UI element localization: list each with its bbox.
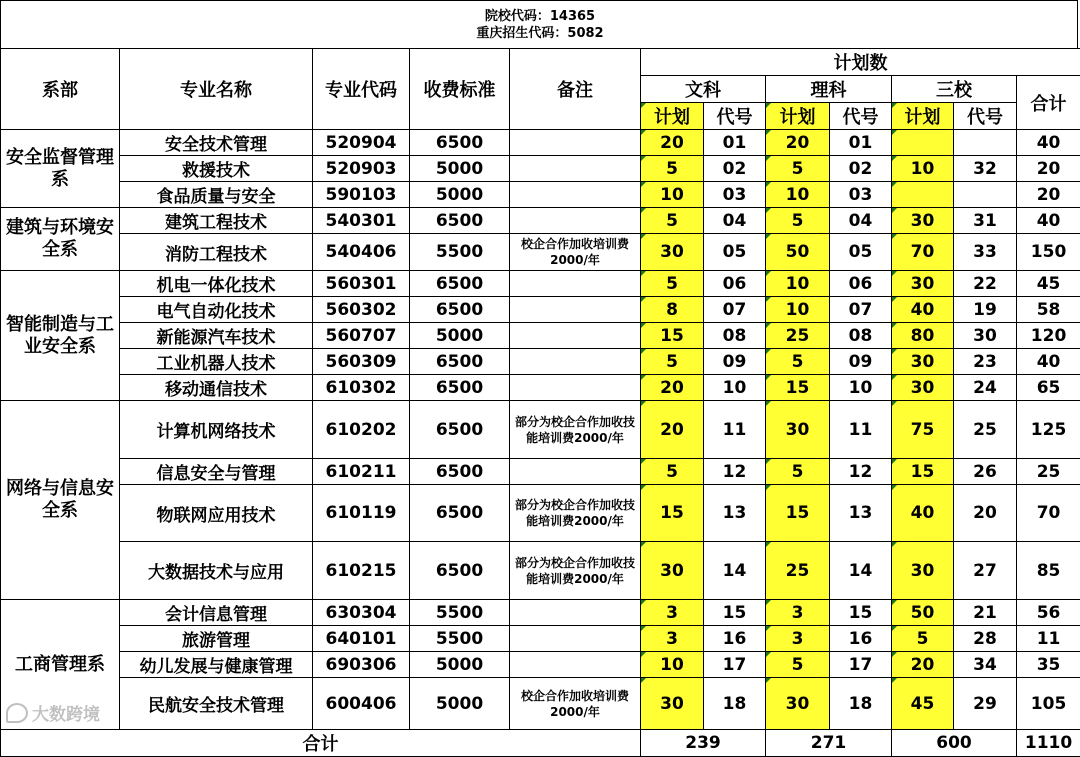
sci-plan-cell: 20 xyxy=(766,130,830,156)
major-cell: 旅游管理 xyxy=(120,626,313,652)
table-row xyxy=(1,459,1080,485)
row-total-cell: 85 xyxy=(1017,542,1080,600)
tri-plan-cell: 70 xyxy=(892,234,954,271)
major-cell: 民航安全技术管理 xyxy=(120,678,313,730)
tri-plan-cell: 20 xyxy=(892,652,954,678)
note-cell xyxy=(510,156,641,182)
arts-plan-cell: 5 xyxy=(641,349,704,375)
sci-code-cell: 02 xyxy=(830,156,892,182)
arts-code-cell: 11 xyxy=(704,401,766,459)
row-total-cell: 120 xyxy=(1017,323,1080,349)
fee-cell: 6500 xyxy=(410,375,510,401)
watermark-text: 大数跨境 xyxy=(32,700,100,725)
arts-code-cell: 15 xyxy=(704,600,766,626)
major-code-cell: 520903 xyxy=(313,156,410,182)
arts-code-cell: 03 xyxy=(704,182,766,208)
sci-code-cell: 16 xyxy=(830,626,892,652)
dept-cell: 安全监督管理系 xyxy=(1,130,120,208)
totals-science: 271 xyxy=(766,730,892,757)
arts-plan-cell: 30 xyxy=(641,542,704,600)
watermark xyxy=(6,700,100,725)
note-cell: 部分为校企合作加收技能培训费2000/年 xyxy=(510,542,641,600)
col-header-note: 备注 xyxy=(510,49,641,130)
major-cell: 食品质量与安全 xyxy=(120,182,313,208)
dept-cell: 网络与信息安全系 xyxy=(1,401,120,600)
table-row xyxy=(1,297,1080,323)
sci-code-cell: 08 xyxy=(830,323,892,349)
fee-cell: 6500 xyxy=(410,130,510,156)
tri-plan-cell: 75 xyxy=(892,401,954,459)
tri-code-cell: 20 xyxy=(954,485,1017,542)
sci-code-cell: 09 xyxy=(830,349,892,375)
sci-plan-cell: 25 xyxy=(766,323,830,349)
sci-plan-cell: 5 xyxy=(766,156,830,182)
tri-plan-cell: 40 xyxy=(892,485,954,542)
arts-code-cell: 14 xyxy=(704,542,766,600)
tri-code-cell: 23 xyxy=(954,349,1017,375)
fee-cell: 6500 xyxy=(410,485,510,542)
arts-code-cell: 17 xyxy=(704,652,766,678)
row-total-cell: 56 xyxy=(1017,600,1080,626)
enrollment-code: 重庆招生代码：5082 xyxy=(0,25,1080,42)
major-cell: 信息安全与管理 xyxy=(120,459,313,485)
major-code-cell: 560302 xyxy=(313,297,410,323)
sci-code-cell: 06 xyxy=(830,271,892,297)
totals-row xyxy=(1,730,1080,757)
sci-plan-cell: 15 xyxy=(766,485,830,542)
table-row xyxy=(1,323,1080,349)
arts-plan-cell: 30 xyxy=(641,678,704,730)
tri-code-cell xyxy=(954,182,1017,208)
tri-plan-cell: 40 xyxy=(892,297,954,323)
col-header-sci-code: 代号 xyxy=(830,103,892,130)
sci-plan-cell: 10 xyxy=(766,271,830,297)
major-code-cell: 630304 xyxy=(313,600,410,626)
sci-code-cell: 17 xyxy=(830,652,892,678)
tri-plan-cell: 30 xyxy=(892,375,954,401)
major-code-cell: 610119 xyxy=(313,485,410,542)
col-header-code: 专业代码 xyxy=(313,49,410,130)
note-cell: 部分为校企合作加收技能培训费2000/年 xyxy=(510,401,641,459)
arts-code-cell: 02 xyxy=(704,156,766,182)
sci-plan-cell: 5 xyxy=(766,459,830,485)
fee-cell: 5000 xyxy=(410,323,510,349)
major-code-cell: 610211 xyxy=(313,459,410,485)
tri-plan-cell: 10 xyxy=(892,156,954,182)
table-row xyxy=(1,234,1080,271)
fee-cell: 6500 xyxy=(410,271,510,297)
arts-code-cell: 07 xyxy=(704,297,766,323)
col-header-arts-plan: 计划 xyxy=(641,103,704,130)
sci-code-cell: 12 xyxy=(830,459,892,485)
totals-grand: 1110 xyxy=(1017,730,1080,757)
sci-plan-cell: 25 xyxy=(766,542,830,600)
fee-cell: 5500 xyxy=(410,600,510,626)
tri-plan-cell xyxy=(892,182,954,208)
major-cell: 工业机器人技术 xyxy=(120,349,313,375)
row-total-cell: 40 xyxy=(1017,130,1080,156)
sci-plan-cell: 3 xyxy=(766,626,830,652)
major-code-cell: 590103 xyxy=(313,182,410,208)
tri-plan-cell: 30 xyxy=(892,271,954,297)
table-row xyxy=(1,542,1080,600)
note-cell xyxy=(510,375,641,401)
arts-plan-cell: 30 xyxy=(641,234,704,271)
col-header-major: 专业名称 xyxy=(120,49,313,130)
sci-plan-cell: 15 xyxy=(766,375,830,401)
tri-code-cell: 28 xyxy=(954,626,1017,652)
major-code-cell: 540301 xyxy=(313,208,410,234)
sci-plan-cell: 50 xyxy=(766,234,830,271)
arts-code-cell: 09 xyxy=(704,349,766,375)
arts-plan-cell: 3 xyxy=(641,626,704,652)
note-cell xyxy=(510,208,641,234)
table-row xyxy=(1,600,1080,626)
note-cell: 校企合作加收培训费2000/年 xyxy=(510,678,641,730)
dept-cell: 智能制造与工业安全系 xyxy=(1,271,120,401)
major-cell: 救援技术 xyxy=(120,156,313,182)
document-header xyxy=(0,0,1080,48)
row-total-cell: 70 xyxy=(1017,485,1080,542)
col-header-total: 合计 xyxy=(1017,76,1080,130)
fee-cell: 5000 xyxy=(410,182,510,208)
arts-code-cell: 18 xyxy=(704,678,766,730)
tri-code-cell: 22 xyxy=(954,271,1017,297)
col-header-science: 理科 xyxy=(766,76,892,103)
arts-plan-cell: 5 xyxy=(641,208,704,234)
table-row xyxy=(1,271,1080,297)
col-header-sci-plan: 计划 xyxy=(766,103,830,130)
major-code-cell: 610202 xyxy=(313,401,410,459)
major-cell: 安全技术管理 xyxy=(120,130,313,156)
arts-plan-cell: 8 xyxy=(641,297,704,323)
sci-plan-cell: 30 xyxy=(766,678,830,730)
major-cell: 建筑工程技术 xyxy=(120,208,313,234)
tri-plan-cell: 30 xyxy=(892,208,954,234)
tri-code-cell: 19 xyxy=(954,297,1017,323)
tri-code-cell: 24 xyxy=(954,375,1017,401)
sci-code-cell: 13 xyxy=(830,485,892,542)
arts-plan-cell: 5 xyxy=(641,271,704,297)
arts-plan-cell: 10 xyxy=(641,182,704,208)
fee-cell: 6500 xyxy=(410,297,510,323)
fee-cell: 6500 xyxy=(410,542,510,600)
row-total-cell: 58 xyxy=(1017,297,1080,323)
major-code-cell: 520904 xyxy=(313,130,410,156)
sci-plan-cell: 5 xyxy=(766,349,830,375)
note-cell xyxy=(510,130,641,156)
arts-plan-cell: 5 xyxy=(641,156,704,182)
tri-plan-cell: 30 xyxy=(892,542,954,600)
row-total-cell: 150 xyxy=(1017,234,1080,271)
note-cell xyxy=(510,297,641,323)
row-total-cell: 65 xyxy=(1017,375,1080,401)
arts-code-cell: 06 xyxy=(704,271,766,297)
tri-code-cell: 34 xyxy=(954,652,1017,678)
chat-bubble-icon xyxy=(6,703,28,723)
sci-code-cell: 11 xyxy=(830,401,892,459)
major-code-cell: 560707 xyxy=(313,323,410,349)
fee-cell: 5000 xyxy=(410,652,510,678)
sci-code-cell: 14 xyxy=(830,542,892,600)
tri-code-cell: 31 xyxy=(954,208,1017,234)
sci-code-cell: 04 xyxy=(830,208,892,234)
fee-cell: 5000 xyxy=(410,156,510,182)
tri-plan-cell xyxy=(892,130,954,156)
col-header-plan-total: 计划数 xyxy=(641,49,1080,76)
major-cell: 新能源汽车技术 xyxy=(120,323,313,349)
tri-code-cell: 21 xyxy=(954,600,1017,626)
row-total-cell: 40 xyxy=(1017,349,1080,375)
fee-cell: 6500 xyxy=(410,401,510,459)
fee-cell: 5500 xyxy=(410,234,510,271)
note-cell: 校企合作加收培训费2000/年 xyxy=(510,234,641,271)
col-header-tri-plan: 计划 xyxy=(892,103,954,130)
note-cell xyxy=(510,182,641,208)
major-code-cell: 610302 xyxy=(313,375,410,401)
institution-code: 院校代码：14365 xyxy=(0,0,1080,25)
totals-label: 合计 xyxy=(1,730,641,757)
table-row xyxy=(1,349,1080,375)
sci-code-cell: 07 xyxy=(830,297,892,323)
sci-code-cell: 18 xyxy=(830,678,892,730)
table-row xyxy=(1,401,1080,459)
col-header-arts: 文科 xyxy=(641,76,766,103)
tri-code-cell: 26 xyxy=(954,459,1017,485)
arts-code-cell: 12 xyxy=(704,459,766,485)
major-cell: 物联网应用技术 xyxy=(120,485,313,542)
sci-code-cell: 15 xyxy=(830,600,892,626)
arts-code-cell: 04 xyxy=(704,208,766,234)
note-cell xyxy=(510,600,641,626)
tri-code-cell: 32 xyxy=(954,156,1017,182)
tri-plan-cell: 80 xyxy=(892,323,954,349)
row-total-cell: 35 xyxy=(1017,652,1080,678)
major-cell: 电气自动化技术 xyxy=(120,297,313,323)
sci-plan-cell: 10 xyxy=(766,182,830,208)
sci-code-cell: 03 xyxy=(830,182,892,208)
col-header-fee: 收费标准 xyxy=(410,49,510,130)
major-code-cell: 640101 xyxy=(313,626,410,652)
row-total-cell: 105 xyxy=(1017,678,1080,730)
sci-plan-cell: 5 xyxy=(766,208,830,234)
tri-plan-cell: 30 xyxy=(892,349,954,375)
row-total-cell: 125 xyxy=(1017,401,1080,459)
sci-plan-cell: 3 xyxy=(766,600,830,626)
row-total-cell: 11 xyxy=(1017,626,1080,652)
note-cell xyxy=(510,652,641,678)
arts-code-cell: 08 xyxy=(704,323,766,349)
major-cell: 大数据技术与应用 xyxy=(120,542,313,600)
arts-plan-cell: 5 xyxy=(641,459,704,485)
tri-code-cell: 33 xyxy=(954,234,1017,271)
row-total-cell: 20 xyxy=(1017,182,1080,208)
fee-cell: 5500 xyxy=(410,626,510,652)
major-cell: 消防工程技术 xyxy=(120,234,313,271)
fee-cell: 6500 xyxy=(410,349,510,375)
totals-three-school: 600 xyxy=(892,730,1017,757)
row-total-cell: 45 xyxy=(1017,271,1080,297)
table-row xyxy=(1,626,1080,652)
major-code-cell: 600406 xyxy=(313,678,410,730)
tri-plan-cell: 5 xyxy=(892,626,954,652)
note-cell xyxy=(510,323,641,349)
major-code-cell: 610215 xyxy=(313,542,410,600)
note-cell xyxy=(510,271,641,297)
note-cell xyxy=(510,626,641,652)
table-row xyxy=(1,130,1080,156)
sci-plan-cell: 5 xyxy=(766,652,830,678)
table-row xyxy=(1,182,1080,208)
table-row xyxy=(1,485,1080,542)
enrollment-plan-table xyxy=(0,48,1080,757)
note-cell xyxy=(510,459,641,485)
sci-code-cell: 10 xyxy=(830,375,892,401)
arts-plan-cell: 20 xyxy=(641,130,704,156)
arts-code-cell: 10 xyxy=(704,375,766,401)
arts-plan-cell: 10 xyxy=(641,652,704,678)
fee-cell: 5000 xyxy=(410,678,510,730)
major-cell: 会计信息管理 xyxy=(120,600,313,626)
major-code-cell: 560309 xyxy=(313,349,410,375)
major-code-cell: 690306 xyxy=(313,652,410,678)
major-cell: 计算机网络技术 xyxy=(120,401,313,459)
col-header-arts-code: 代号 xyxy=(704,103,766,130)
arts-plan-cell: 20 xyxy=(641,375,704,401)
row-total-cell: 40 xyxy=(1017,208,1080,234)
sci-plan-cell: 30 xyxy=(766,401,830,459)
sci-code-cell: 01 xyxy=(830,130,892,156)
row-total-cell: 20 xyxy=(1017,156,1080,182)
fee-cell: 6500 xyxy=(410,208,510,234)
table-row xyxy=(1,652,1080,678)
tri-code-cell xyxy=(954,130,1017,156)
note-cell xyxy=(510,349,641,375)
table-row xyxy=(1,208,1080,234)
major-cell: 机电一体化技术 xyxy=(120,271,313,297)
tri-code-cell: 29 xyxy=(954,678,1017,730)
table-row xyxy=(1,375,1080,401)
dept-cell: 建筑与环境安全系 xyxy=(1,208,120,271)
col-header-dept: 系部 xyxy=(1,49,120,130)
arts-code-cell: 16 xyxy=(704,626,766,652)
tri-plan-cell: 15 xyxy=(892,459,954,485)
arts-code-cell: 01 xyxy=(704,130,766,156)
row-total-cell: 25 xyxy=(1017,459,1080,485)
totals-arts: 239 xyxy=(641,730,766,757)
major-cell: 移动通信技术 xyxy=(120,375,313,401)
arts-plan-cell: 20 xyxy=(641,401,704,459)
arts-plan-cell: 3 xyxy=(641,600,704,626)
arts-code-cell: 05 xyxy=(704,234,766,271)
tri-plan-cell: 45 xyxy=(892,678,954,730)
note-cell: 部分为校企合作加收技能培训费2000/年 xyxy=(510,485,641,542)
tri-plan-cell: 50 xyxy=(892,600,954,626)
sci-code-cell: 05 xyxy=(830,234,892,271)
major-code-cell: 560301 xyxy=(313,271,410,297)
sci-plan-cell: 10 xyxy=(766,297,830,323)
arts-code-cell: 13 xyxy=(704,485,766,542)
tri-code-cell: 30 xyxy=(954,323,1017,349)
tri-code-cell: 25 xyxy=(954,401,1017,459)
arts-plan-cell: 15 xyxy=(641,323,704,349)
dept-cell: 工商管理系 xyxy=(1,600,120,730)
col-header-three-school: 三校 xyxy=(892,76,1017,103)
table-row xyxy=(1,156,1080,182)
tri-code-cell: 27 xyxy=(954,542,1017,600)
arts-plan-cell: 15 xyxy=(641,485,704,542)
fee-cell: 6500 xyxy=(410,459,510,485)
table-row xyxy=(1,678,1080,730)
major-code-cell: 540406 xyxy=(313,234,410,271)
col-header-tri-code: 代号 xyxy=(954,103,1017,130)
major-cell: 幼儿发展与健康管理 xyxy=(120,652,313,678)
